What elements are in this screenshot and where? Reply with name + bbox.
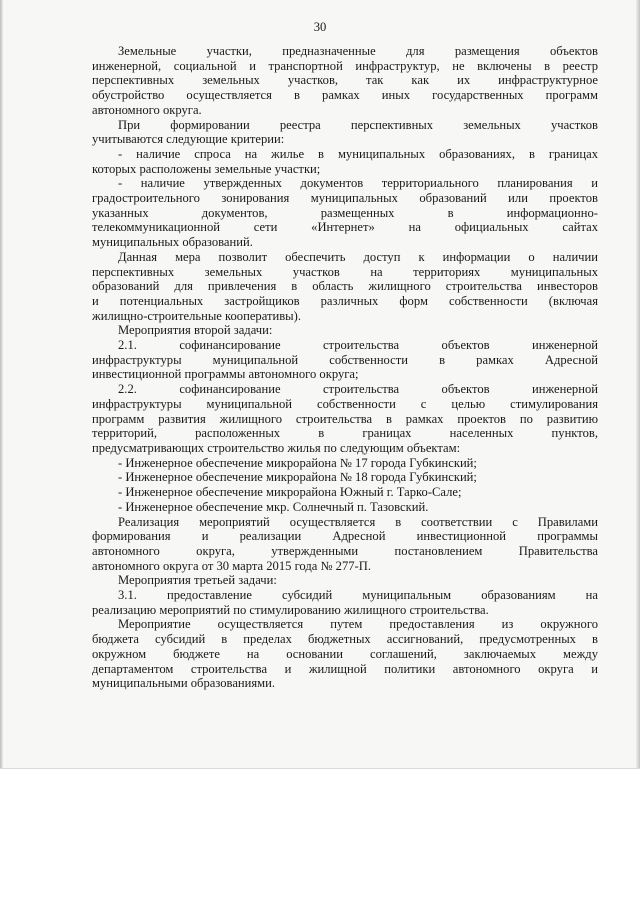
text-line: Мероприятие осуществляется путем предоставления из окружного — [118, 617, 598, 632]
text-line: перспективных земельных участков, так как их инфраструктурное — [92, 73, 598, 88]
text-line: автономного округа. — [92, 102, 202, 117]
text-line: муниципальных образований. — [92, 235, 253, 250]
text-line: инвестиционной программы автономного округа; — [92, 367, 359, 382]
text-line: телекоммуникационной сети «Интернет» на официальных сайтах — [92, 220, 598, 235]
text-line: инженерной, социальной и транспортной инфраструктур, не включены в реестр — [92, 58, 598, 73]
text-line: программ развития жилищного строительства в рамках проектов по развитию — [92, 411, 598, 426]
text-line: обустройство осуществляется в рамках иных государственных программ — [92, 88, 598, 103]
text-line: - наличие спроса на жилье в муниципальных образованиях, в границах — [118, 146, 598, 161]
text-line: окружном бюджете на основании соглашений, заключаемых между — [92, 646, 598, 661]
text-line: инфраструктуры муниципальной собственности с целью стимулирования — [92, 396, 598, 411]
text-line: жилищно-строительные кооперативы). — [92, 308, 301, 323]
text-line: формирования и реализации Адресной инвестиционной программы — [92, 529, 598, 544]
text-line: - наличие утвержденных документов территориального планирования и — [118, 176, 598, 191]
text-line: 2.2. софинансирование строительства объектов инженерной — [118, 382, 598, 397]
text-line: инфраструктуры муниципальной собственности в рамках Адресной — [92, 352, 598, 367]
text-line: Мероприятия третьей задачи: — [118, 573, 277, 588]
page-number: 30 — [313, 20, 327, 34]
text-line: которых расположены земельные участки; — [92, 161, 321, 176]
text-line: Мероприятия второй задачи: — [118, 323, 273, 338]
text-line: 3.1. предоставление субсидий муниципальным образованиям на — [118, 588, 598, 603]
text-line: - Инженерное обеспечение микрорайона № 18 города Губкинский; — [118, 470, 477, 485]
text-line: При формировании реестра перспективных земельных участков — [118, 117, 598, 132]
text-line: реализацию мероприятий по стимулированию жилищного строительства. — [92, 602, 489, 617]
text-line: - Инженерное обеспечение мкр. Солнечный п. Тазовский. — [118, 499, 429, 514]
text-line: департаментом строительства и жилищной политики автономного округа и — [92, 661, 598, 676]
text-line: территорий, расположенных в границах населенных пунктов, — [92, 426, 598, 441]
text-line: указанных документов, размещенных в информационно- — [92, 205, 598, 220]
text-line: Данная мера позволит обеспечить доступ к информации о наличии — [118, 249, 598, 264]
text-line: перспективных земельных участков на территориях муниципальных — [92, 264, 598, 279]
text-line: муниципальными образованиями. — [92, 676, 276, 691]
text-line: учитываются следующие критерии: — [92, 132, 285, 147]
text-line: автономного округа от 30 марта 2015 года № 277-П. — [92, 558, 371, 573]
text-line: - Инженерное обеспечение микрорайона № 17 города Губкинский; — [118, 455, 477, 470]
text-line: градостроительного зонирования муниципальных образований или проектов — [92, 191, 598, 206]
text-line: Реализация мероприятий осуществляется в соответствии с Правилами — [118, 514, 598, 529]
text-line: 2.1. софинансирование строительства объектов инженерной — [118, 338, 598, 353]
text-line: автономного округа, утвержденными постановлением Правительства — [92, 543, 598, 558]
text-line: бюджета субсидий в пределах бюджетных ассигнований, предусмотренных в — [92, 632, 598, 647]
text-line: и потенциальных застройщиков различных форм собственности (включая — [92, 293, 598, 308]
text-line: образований для привлечения в область жилищного строительства инвесторов — [92, 279, 598, 294]
text-line: - Инженерное обеспечение микрорайона Южный г. Тарко-Сале; — [118, 485, 462, 500]
document-body — [92, 44, 598, 691]
text-line: Земельные участки, предназначенные для размещения объектов — [118, 44, 598, 58]
text-line: предусматривающих строительство жилья по следующим объектам: — [92, 440, 461, 455]
